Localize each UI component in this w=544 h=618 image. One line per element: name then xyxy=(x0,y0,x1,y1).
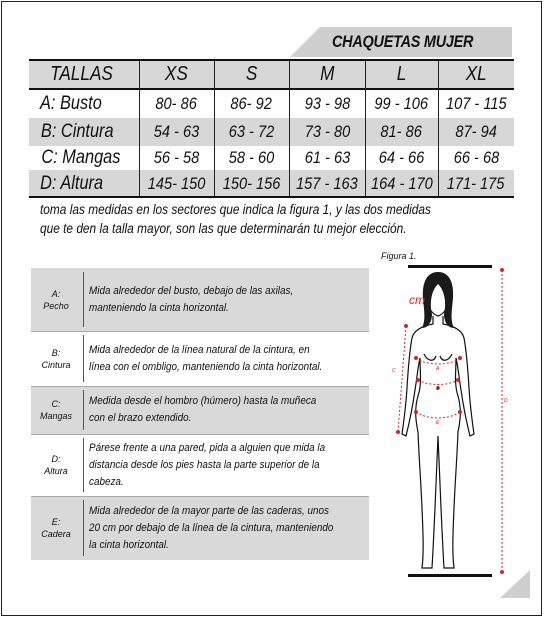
size-cell: 86- 92 xyxy=(230,94,273,113)
size-cell: 107 - 115 xyxy=(445,94,507,113)
size-cell: 99 - 106 xyxy=(374,94,429,113)
size-col-s: S xyxy=(245,62,258,85)
size-cell: 54 - 63 xyxy=(153,122,200,141)
size-cell: 63 - 72 xyxy=(228,122,275,141)
size-cell: 150- 156 xyxy=(222,174,281,193)
measure-description: Párese frente a una pared, pida a alguien que mida la distancia desde los pies hasta la parte superior de la cabeza. xyxy=(89,441,326,488)
measure-row-cintura xyxy=(31,331,369,386)
measure-description: Mida alrededor de la línea natural de la cintura, en línea con el ombligo, manteniendo la cinta horizontal. xyxy=(89,343,323,373)
note-line: toma las medidas en los sectores que indica la figura 1, y las dos medidas xyxy=(40,202,431,217)
size-row-label: C: Mangas xyxy=(41,147,121,168)
measure-code: C: Mangas xyxy=(39,399,73,421)
table-divider xyxy=(214,60,215,196)
column-divider xyxy=(83,390,84,430)
size-row-cintura xyxy=(29,118,514,146)
table-rule xyxy=(29,196,514,198)
measure-code: A: Pecho xyxy=(43,288,69,311)
measure-row-pecho xyxy=(31,268,369,331)
size-cell: 145- 150 xyxy=(147,174,206,193)
size-col-xs: XS xyxy=(165,62,188,85)
figure-caption: Figura 1. xyxy=(381,251,417,261)
size-cell: 171- 175 xyxy=(447,174,505,193)
table-divider xyxy=(139,60,140,196)
measure-row-altura xyxy=(31,434,369,496)
size-row-label: D: Altura xyxy=(40,173,104,194)
body-figure xyxy=(378,262,514,582)
measure-row-cadera xyxy=(31,496,369,560)
size-cell: 93 - 98 xyxy=(304,94,350,113)
figure-top-bar xyxy=(408,265,492,268)
size-row-busto xyxy=(29,90,514,118)
size-row-mangas xyxy=(29,144,514,172)
column-divider xyxy=(83,335,84,382)
measure-code: E: Cadera xyxy=(41,517,71,539)
marker-e: E xyxy=(436,420,440,426)
marker-b: B xyxy=(436,386,440,392)
marker-c: C xyxy=(392,368,396,374)
note-line: que te den la talla mayor, son las que determinarán tu mejor elección. xyxy=(40,221,407,236)
measure-code: D: Altura xyxy=(44,454,68,476)
instructions-note xyxy=(40,200,480,238)
size-cell: 80- 86 xyxy=(155,94,198,113)
size-row-altura xyxy=(29,170,514,198)
size-col-xl: XL xyxy=(465,62,487,85)
size-cell: 73 - 80 xyxy=(304,122,350,141)
row-divider xyxy=(31,434,369,435)
size-cell: 157 - 163 xyxy=(296,174,358,193)
size-header-label: TALLAS xyxy=(50,62,113,85)
table-rule xyxy=(29,59,514,61)
size-header-row xyxy=(29,60,514,88)
table-rule xyxy=(29,88,514,90)
corner-shadow xyxy=(500,570,530,598)
row-divider xyxy=(31,386,369,387)
unit-label: cm xyxy=(409,293,425,307)
table-divider xyxy=(289,60,290,196)
size-cell: 164 - 170 xyxy=(370,174,433,193)
size-cell: 58 - 60 xyxy=(228,148,275,167)
page-title: CHAQUETAS MUJER xyxy=(332,32,474,51)
measure-description: Mida alrededor del busto, debajo de las axilas, manteniendo la cinta horizontal. xyxy=(89,284,294,314)
figure-bottom-bar xyxy=(408,574,492,577)
size-cell: 56 - 58 xyxy=(153,148,200,167)
row-divider xyxy=(31,496,369,497)
marker-d: D xyxy=(504,398,508,404)
measure-row-mangas xyxy=(31,386,369,434)
measure-code: B: Cintura xyxy=(41,347,71,370)
title-banner xyxy=(290,27,512,57)
table-divider xyxy=(365,60,366,196)
size-col-l: L xyxy=(396,62,407,85)
size-cell: 66 - 68 xyxy=(453,148,499,167)
column-divider xyxy=(83,272,84,327)
size-col-m: M xyxy=(319,62,335,85)
size-cell: 64 - 66 xyxy=(378,148,425,167)
table-divider xyxy=(438,60,439,196)
measure-description: Mida alrededor de la mayor parte de las caderas, unos 20 cm por debajo de la línea de la cintura, manteniendo la cinta horizontal. xyxy=(89,504,334,551)
marker-a: A xyxy=(436,366,440,372)
column-divider xyxy=(83,500,84,556)
hair-shape xyxy=(422,272,454,328)
size-row-label: A: Busto xyxy=(40,93,102,114)
measure-description: Medida desde el hombro (húmero) hasta la muñeca con el brazo extendido. xyxy=(89,395,317,424)
size-cell: 61 - 63 xyxy=(304,148,350,167)
size-cell: 87- 94 xyxy=(455,122,497,141)
column-divider xyxy=(83,438,84,492)
row-divider xyxy=(31,331,369,332)
size-cell: 81- 86 xyxy=(380,122,423,141)
size-row-label: B: Cintura xyxy=(40,121,114,142)
